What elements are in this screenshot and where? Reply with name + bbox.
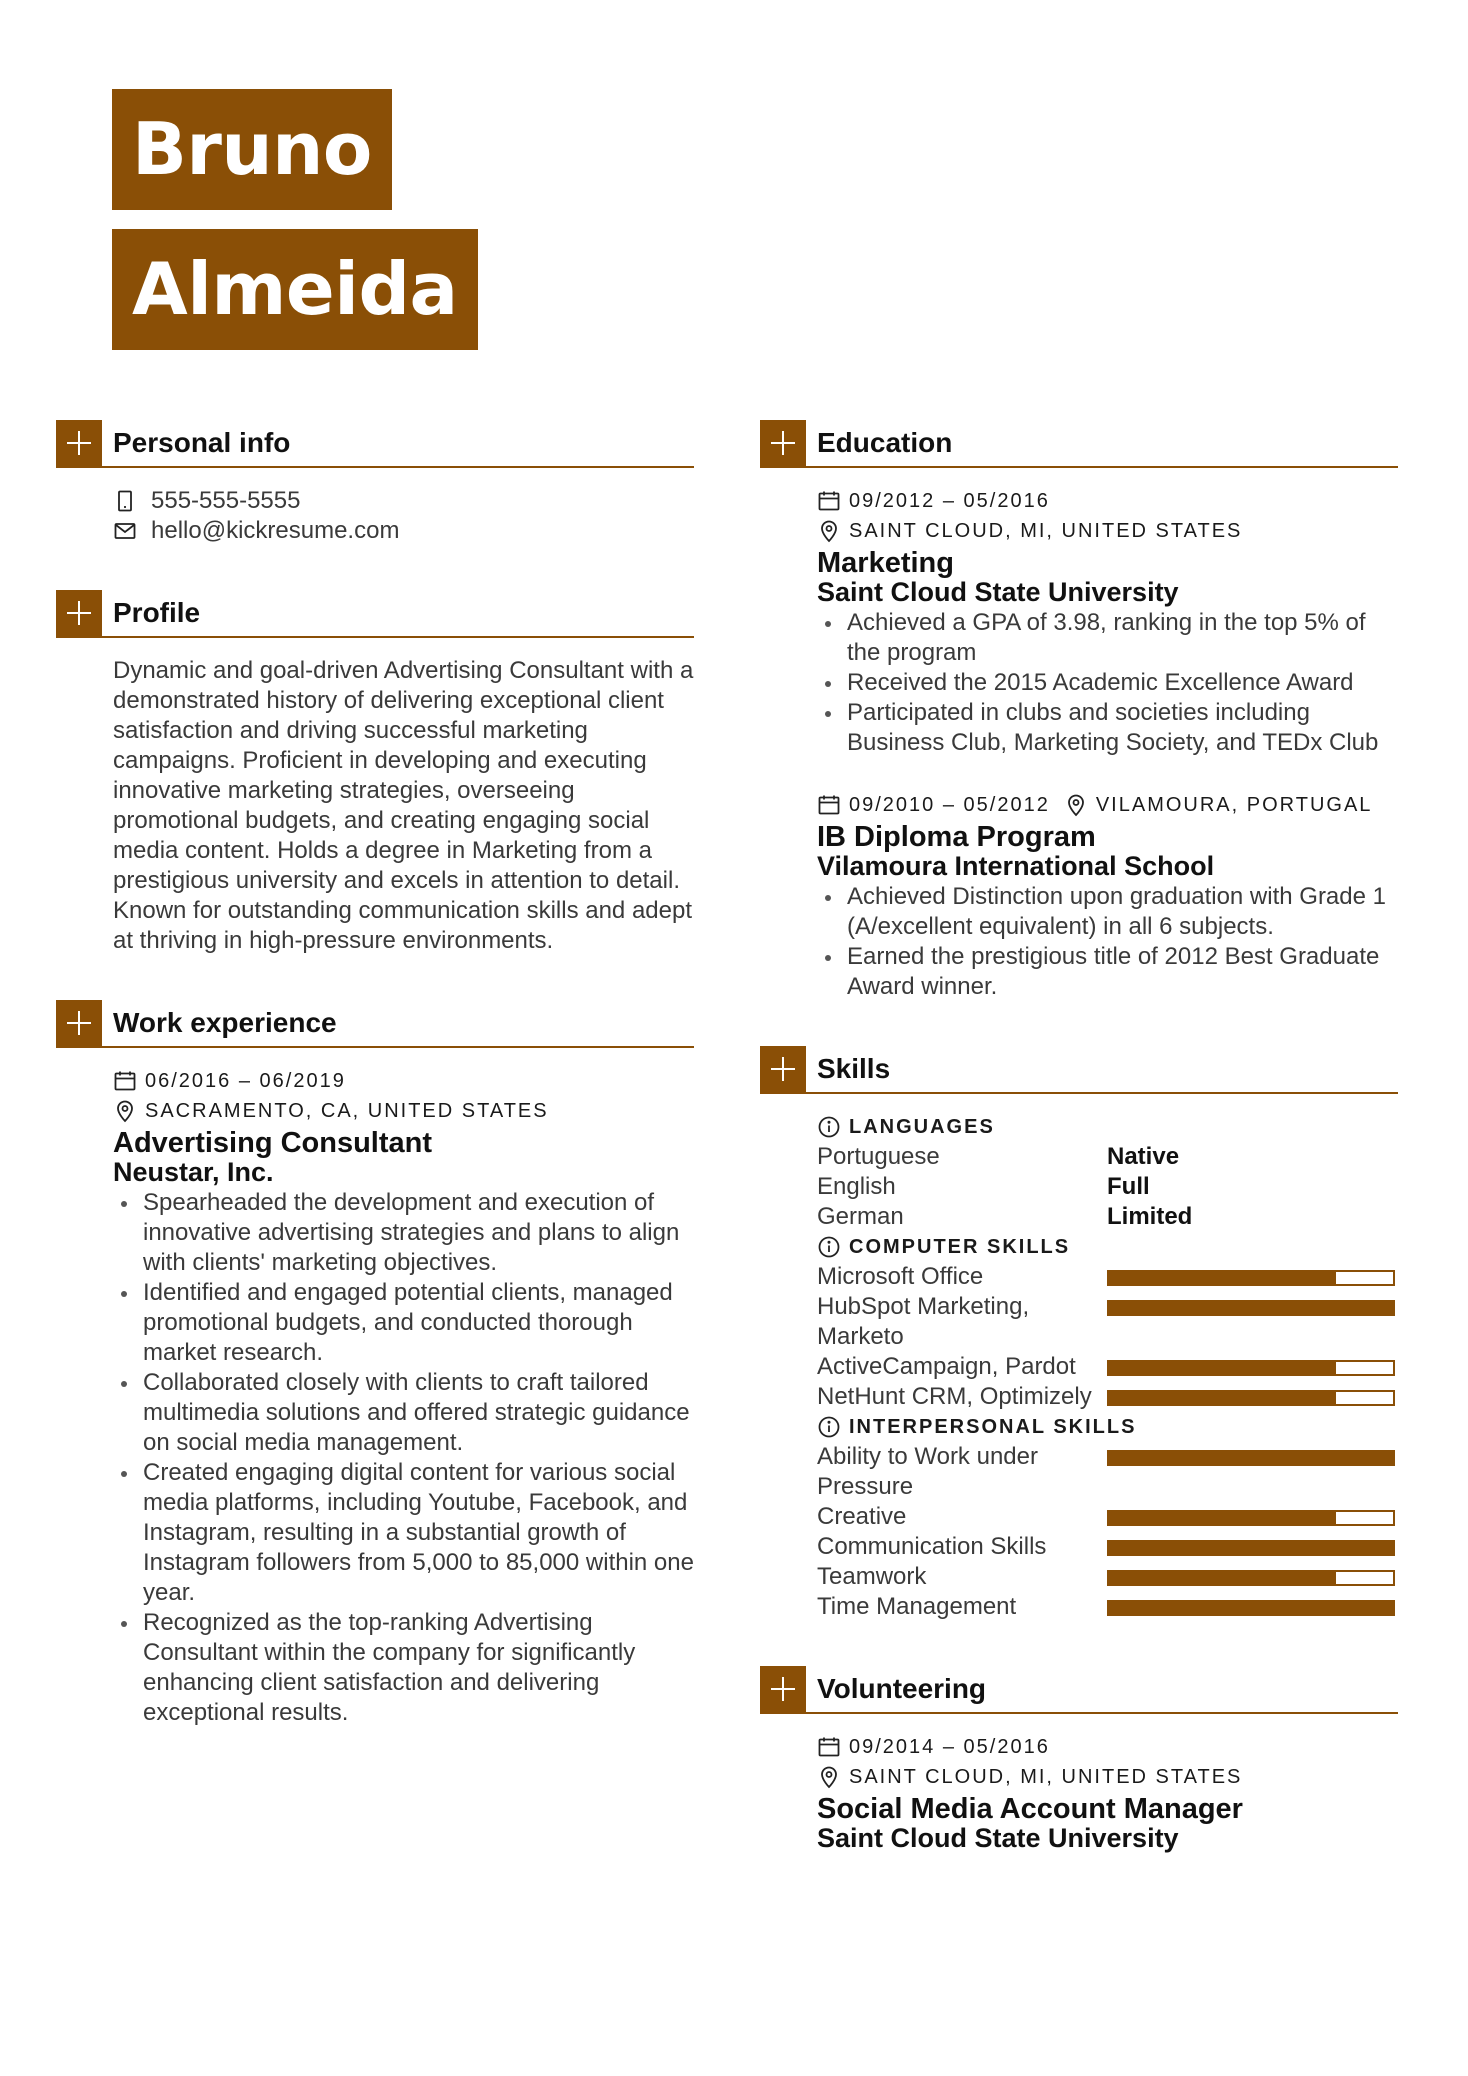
- profile-text: Dynamic and goal-driven Advertising Consultant with a demonstrated history of delivering exceptional client satisfaction and driving successful marketing campaigns. Proficient in developing and executing innovative marketing strategies, overseeing promotional budgets, and creating engaging social media content. Holds a degree in Marketing from a prestigious university and excels in attention to detail. Known for outstanding communication skills and adept at thriving in high-pressure environments.: [113, 657, 694, 954]
- bullet-list: [817, 608, 1398, 758]
- degree-title: IB Diploma Program: [817, 821, 1096, 853]
- section-title: Skills: [817, 1053, 891, 1084]
- section-title: Profile: [113, 597, 201, 628]
- skill-row: [817, 1352, 1398, 1382]
- skill-level-bar: [1107, 1570, 1395, 1586]
- language-level: Full: [1107, 1173, 1150, 1200]
- section-title: Education: [817, 427, 953, 458]
- education-section: [760, 420, 1398, 1002]
- location-pin-icon: [1064, 793, 1088, 817]
- plus-icon: [56, 420, 102, 466]
- list-item: Received the 2015 Academic Excellence Award: [817, 668, 1398, 698]
- section-title: Personal info: [113, 427, 291, 458]
- personal-info-section: [56, 420, 694, 546]
- info-icon: [817, 1415, 841, 1439]
- section-header: [760, 1046, 1398, 1094]
- calendar-icon: [817, 793, 841, 817]
- list-item: Created engaging digital content for various social media platforms, including Youtube, Facebook, and Instagram, resulting in a substantial growth of Instagram followers from 5,000 to 85,000 within one year.: [113, 1458, 694, 1608]
- skill-name: Ability to Work under Pressure: [817, 1443, 1038, 1500]
- date-line: [817, 1732, 1398, 1762]
- plus-icon: [760, 1046, 806, 1092]
- skill-name: Time Management: [817, 1593, 1017, 1620]
- phone-line: [113, 486, 694, 516]
- location: SAINT CLOUD, MI, UNITED STATES: [849, 520, 1243, 542]
- skill-category-computer: [817, 1232, 1398, 1262]
- education-entry: [817, 486, 1398, 758]
- skill-row: [817, 1262, 1398, 1292]
- plus-icon: [760, 420, 806, 466]
- skill-level-fill: [1109, 1362, 1336, 1374]
- skill-name: Teamwork: [817, 1563, 927, 1590]
- skill-level-bar: [1107, 1390, 1395, 1406]
- language-name: Portuguese: [817, 1143, 940, 1170]
- date-location-line: [817, 790, 1398, 820]
- location-pin-icon: [113, 1099, 137, 1123]
- skill-row: [817, 1442, 1398, 1502]
- skill-name: Communication Skills: [817, 1533, 1047, 1560]
- plus-icon: [760, 1666, 806, 1712]
- profile-section: [56, 590, 694, 956]
- last-name: Almeida: [112, 229, 478, 350]
- date-line: [113, 1066, 694, 1096]
- volunteering-entry: [817, 1732, 1398, 1852]
- left-column: [56, 420, 694, 1772]
- job-title: Advertising Consultant: [113, 1127, 433, 1159]
- date-range: 09/2014 – 05/2016: [849, 1736, 1050, 1758]
- language-row: [817, 1202, 1398, 1232]
- date-range: 09/2010 – 05/2012: [849, 794, 1050, 816]
- info-icon: [817, 1115, 841, 1139]
- section-header: [56, 590, 694, 638]
- date-range: 06/2016 – 06/2019: [145, 1070, 346, 1092]
- skill-level-fill: [1109, 1512, 1336, 1524]
- work-entry: [113, 1066, 694, 1728]
- mail-icon: [113, 519, 137, 543]
- section-title: Volunteering: [817, 1673, 987, 1704]
- company-name: Neustar, Inc.: [113, 1157, 274, 1187]
- list-item: Achieved a GPA of 3.98, ranking in the top 5% of the program: [817, 608, 1398, 668]
- skill-name: Creative: [817, 1503, 907, 1530]
- list-item: Recognized as the top-ranking Advertising Consultant within the company for significantly enhancing client satisfaction and delivering exceptional results.: [113, 1608, 694, 1728]
- section-header: [760, 1666, 1398, 1714]
- skill-level-fill: [1109, 1302, 1393, 1314]
- list-item: Participated in clubs and societies including Business Club, Marketing Society, and TEDx Club: [817, 698, 1398, 758]
- skill-row: [817, 1382, 1398, 1412]
- location-line: [817, 1762, 1398, 1792]
- skill-level-fill: [1109, 1542, 1393, 1554]
- volunteering-section: [760, 1666, 1398, 1852]
- email-line: [113, 516, 694, 546]
- location: VILAMOURA, PORTUGAL: [1095, 794, 1373, 816]
- bullet-list: [113, 1188, 694, 1728]
- category-label: LANGUAGES: [849, 1116, 995, 1138]
- section-header: [56, 420, 694, 468]
- skill-row: [817, 1502, 1398, 1532]
- skill-level-bar: [1107, 1510, 1395, 1526]
- skill-category-languages: [817, 1112, 1398, 1142]
- calendar-icon: [817, 1735, 841, 1759]
- skill-level-fill: [1109, 1272, 1336, 1284]
- section-header: [56, 1000, 694, 1048]
- calendar-icon: [817, 489, 841, 513]
- degree-title: Marketing: [817, 547, 954, 579]
- skill-row: [817, 1562, 1398, 1592]
- skill-category-interpersonal: [817, 1412, 1398, 1442]
- skills-section: [760, 1046, 1398, 1622]
- school-name: Saint Cloud State University: [817, 577, 1179, 607]
- skill-name: NetHunt CRM, Optimizely: [817, 1383, 1092, 1410]
- skill-level-bar: [1107, 1270, 1395, 1286]
- skill-name: ActiveCampaign, Pardot: [817, 1353, 1076, 1380]
- skill-row: [817, 1292, 1398, 1352]
- list-item: Earned the prestigious title of 2012 Best Graduate Award winner.: [817, 942, 1398, 1002]
- list-item: Identified and engaged potential clients, managed promotional budgets, and conducted thorough market research.: [113, 1278, 694, 1368]
- category-label: COMPUTER SKILLS: [849, 1236, 1071, 1258]
- section-header: [760, 420, 1398, 468]
- skill-row: [817, 1532, 1398, 1562]
- location-pin-icon: [817, 1765, 841, 1789]
- skill-level-bar: [1107, 1450, 1395, 1466]
- language-level: Limited: [1107, 1203, 1193, 1230]
- skill-level-fill: [1109, 1452, 1393, 1464]
- list-item: Achieved Distinction upon graduation with Grade 1 (A/excellent equivalent) in all 6 subjects.: [817, 882, 1398, 942]
- location-line: [817, 516, 1398, 546]
- skill-name: Microsoft Office: [817, 1263, 984, 1290]
- work-experience-section: [56, 1000, 694, 1728]
- phone-number: 555-555-5555: [151, 487, 301, 514]
- email-address: hello@kickresume.com: [151, 517, 400, 544]
- location: SACRAMENTO, CA, UNITED STATES: [145, 1100, 549, 1122]
- list-item: Spearheaded the development and execution of innovative advertising strategies and plans to align with clients' marketing objectives.: [113, 1188, 694, 1278]
- date-range: 09/2012 – 05/2016: [849, 490, 1050, 512]
- education-entry: [817, 790, 1398, 1002]
- skill-level-bar: [1107, 1540, 1395, 1556]
- category-label: INTERPERSONAL SKILLS: [849, 1416, 1137, 1438]
- info-icon: [817, 1235, 841, 1259]
- skill-level-fill: [1109, 1572, 1336, 1584]
- language-name: English: [817, 1173, 896, 1200]
- language-level: Native: [1107, 1143, 1180, 1170]
- first-name: Bruno: [112, 89, 392, 210]
- language-name: German: [817, 1203, 904, 1230]
- language-row: [817, 1142, 1398, 1172]
- skill-level-bar: [1107, 1360, 1395, 1376]
- location-pin-icon: [817, 519, 841, 543]
- role-title: Social Media Account Manager: [817, 1793, 1243, 1825]
- right-column: [760, 420, 1398, 1896]
- skill-row: [817, 1592, 1398, 1622]
- skill-level-bar: [1107, 1600, 1395, 1616]
- location-line: [113, 1096, 694, 1126]
- language-row: [817, 1172, 1398, 1202]
- skill-level-fill: [1109, 1602, 1393, 1614]
- school-name: Vilamoura International School: [817, 851, 1215, 881]
- skill-name: HubSpot Marketing, Marketo: [817, 1293, 1030, 1350]
- location: SAINT CLOUD, MI, UNITED STATES: [849, 1766, 1243, 1788]
- calendar-icon: [113, 1069, 137, 1093]
- plus-icon: [56, 1000, 102, 1046]
- skill-level-bar: [1107, 1300, 1395, 1316]
- plus-icon: [56, 590, 102, 636]
- section-title: Work experience: [113, 1007, 337, 1038]
- organization-name: Saint Cloud State University: [817, 1823, 1179, 1853]
- phone-icon: [113, 489, 137, 513]
- date-line: [817, 486, 1398, 516]
- bullet-list: [817, 882, 1398, 1002]
- skill-level-fill: [1109, 1392, 1336, 1404]
- list-item: Collaborated closely with clients to craft tailored multimedia solutions and offered strategic guidance on social media management.: [113, 1368, 694, 1458]
